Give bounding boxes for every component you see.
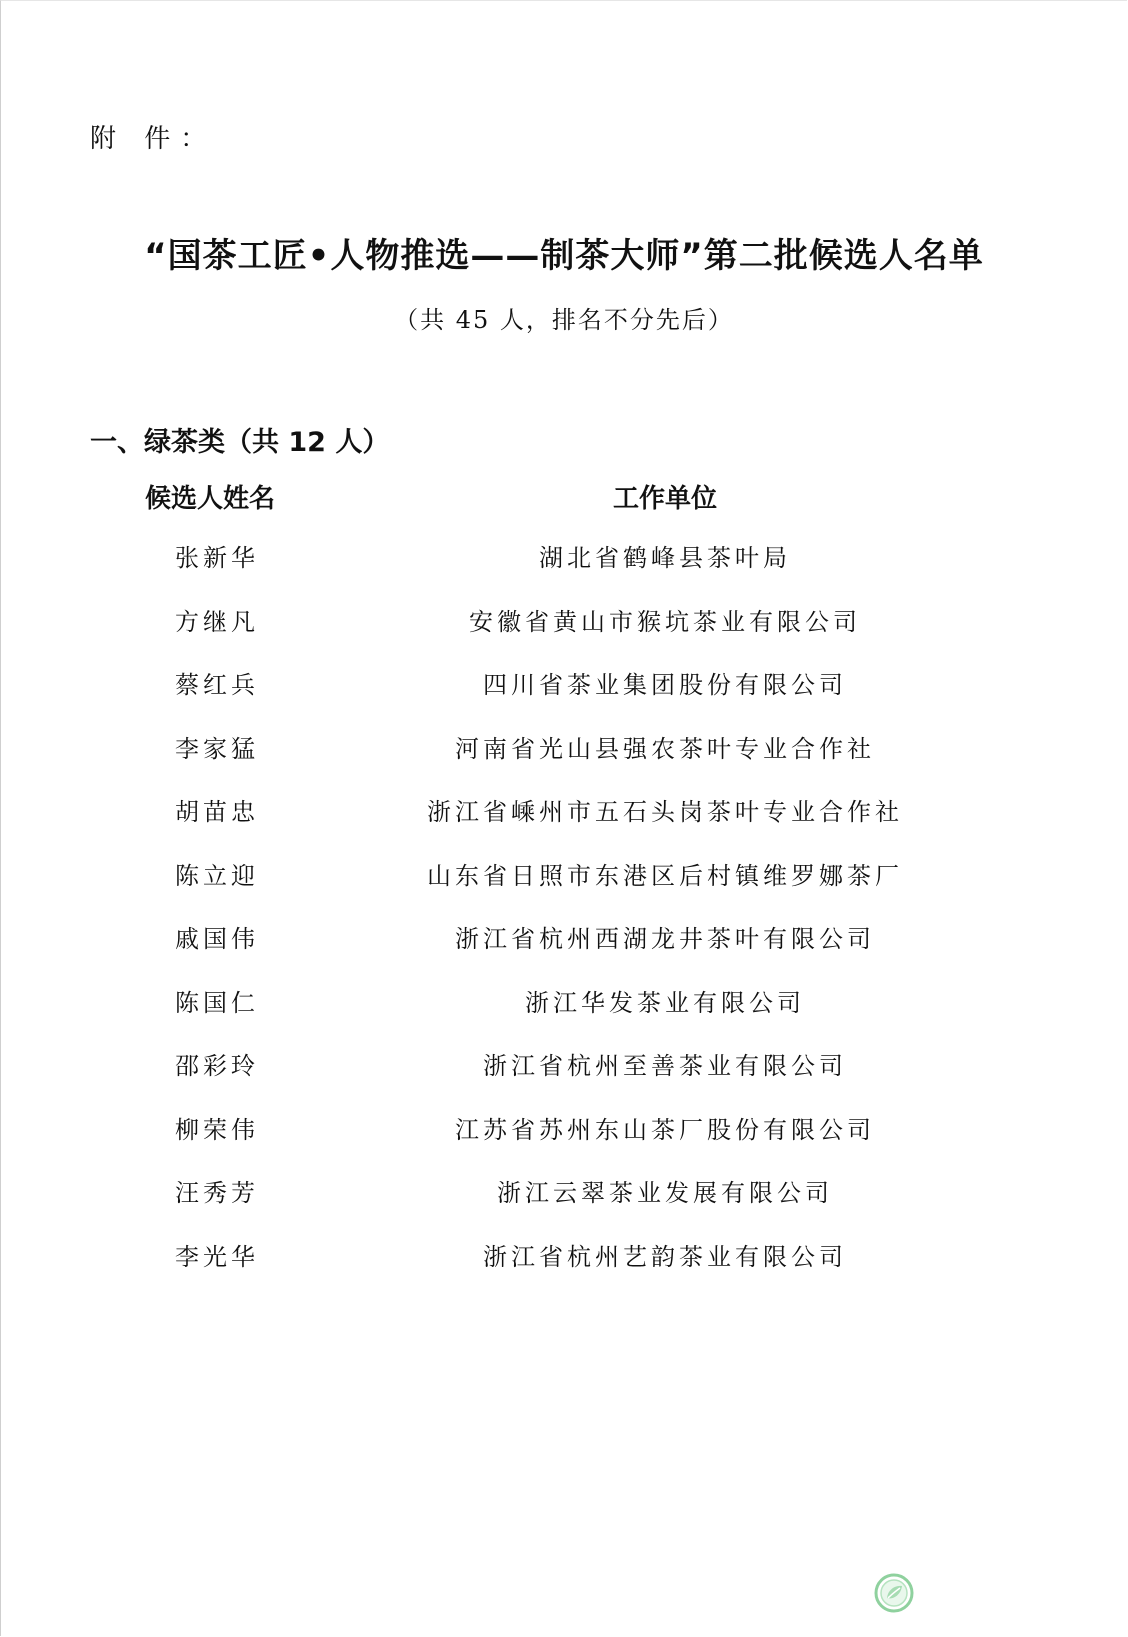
document-title: “国茶工匠•人物推选——制茶大师”第二批候选人名单	[144, 236, 984, 276]
candidate-name: 蔡红兵	[175, 671, 259, 699]
candidate-name: 李家猛	[175, 734, 259, 763]
candidate-organization: 山东省日照市东港区后村镇维罗娜茶厂	[427, 861, 903, 890]
candidate-row	[0, 983, 1128, 1047]
candidate-name: 方继凡	[175, 607, 259, 636]
candidate-name: 李光华	[175, 1242, 259, 1271]
column-header-organization: 工作单位	[612, 484, 717, 514]
candidate-organization: 四川省茶业集团股份有限公司	[483, 671, 847, 699]
candidate-name: 邵彩玲	[175, 1052, 259, 1080]
attachment-label: 附 件：	[90, 124, 217, 154]
candidate-row	[0, 729, 1128, 793]
candidate-list	[0, 538, 1128, 1300]
candidate-organization: 浙江省杭州艺韵茶业有限公司	[483, 1242, 847, 1271]
candidate-name: 陈立迎	[175, 861, 259, 890]
candidate-organization: 浙江省杭州至善茶业有限公司	[483, 1052, 847, 1080]
section-heading-green-tea: 一、绿茶类（共 12 人）	[90, 427, 390, 458]
candidate-row	[0, 602, 1128, 666]
candidate-row	[0, 856, 1128, 920]
candidate-row	[0, 792, 1128, 856]
candidate-row	[0, 538, 1128, 602]
document-subtitle: （共 45 人，排名不分先后）	[394, 306, 734, 334]
candidate-row	[0, 1237, 1128, 1301]
candidate-name: 张新华	[175, 544, 259, 572]
candidate-name: 汪秀芳	[175, 1179, 259, 1207]
candidate-name: 陈国仁	[175, 988, 259, 1017]
candidate-row	[0, 919, 1128, 983]
candidate-row	[0, 1110, 1128, 1174]
candidate-name: 胡苗忠	[175, 798, 259, 826]
candidate-organization: 浙江省杭州西湖龙井茶叶有限公司	[455, 925, 875, 953]
candidate-row	[0, 665, 1128, 729]
candidate-name: 柳荣伟	[175, 1115, 259, 1144]
candidate-organization: 江苏省苏州东山茶厂股份有限公司	[455, 1115, 875, 1144]
candidate-organization: 河南省光山县强农茶叶专业合作社	[455, 734, 875, 763]
leaf-logo-icon	[874, 1573, 914, 1613]
candidate-organization: 浙江华发茶业有限公司	[525, 988, 805, 1017]
candidate-row	[0, 1173, 1128, 1237]
candidate-organization: 浙江省嵊州市五石头岗茶叶专业合作社	[427, 798, 903, 826]
candidate-organization: 湖北省鹤峰县茶叶局	[539, 544, 791, 572]
candidate-row	[0, 1046, 1128, 1110]
candidate-name: 戚国伟	[175, 925, 259, 953]
candidate-organization: 安徽省黄山市猴坑茶业有限公司	[469, 607, 861, 636]
column-header-name: 候选人姓名	[145, 484, 276, 514]
candidate-organization: 浙江云翠茶业发展有限公司	[497, 1179, 833, 1207]
